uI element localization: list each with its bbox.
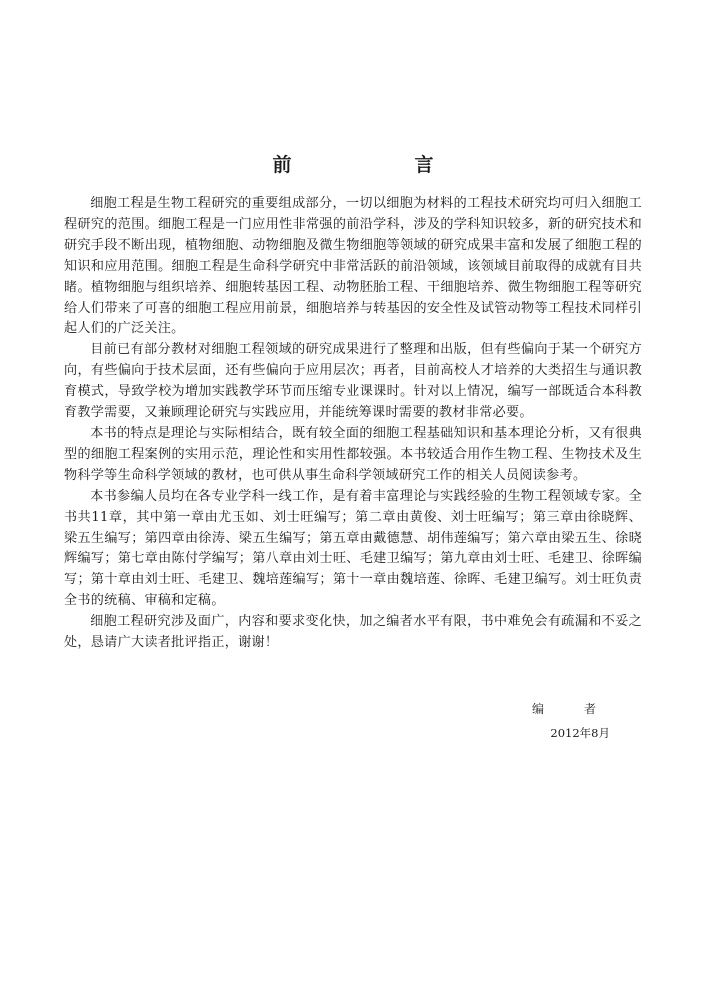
preface-paragraph: 本书参编人员均在各专业学科一线工作，是有着丰富理论与实践经验的生物工程领域专家。全书共11章，其中第一章由尤玉如、刘士旺编写；第二章由黄俊、刘士旺编写；第三章由徐晓辉、梁五生编写；第四章由徐涛、梁五生编写；第五章由戴德慧、胡伟莲编写；第六章由梁五生、徐晓辉编写；第七章由陈付学编写；第八章由刘士旺、毛建卫编写；第九章由刘士旺、毛建卫、徐晖编写；第十章由刘士旺、毛建卫、魏培莲编写；第十一章由魏培莲、徐晖、毛建卫编写。刘士旺负责全书的统稿、审稿和定稿。 <box>64 488 642 609</box>
page-title: 前 言 <box>272 154 486 176</box>
signature-date: 2012年8月 <box>550 726 610 740</box>
preface-paragraph: 本书的特点是理论与实际相结合，既有较全面的细胞工程基础知识和基本理论分析，又有很典型的细胞工程案例的实用示范，理论性和实用性都较强。本书较适合用作生物工程、生物技术及生物科学等生命科学领域的教材，也可供从事生命科学领域研究工作的相关人员阅读参考。 <box>64 425 642 483</box>
signature-author: 编 者 <box>531 702 610 716</box>
preface-paragraph: 细胞工程是生物工程研究的重要组成部分，一切以细胞为材料的工程技术研究均可归入细胞工程研究的范围。细胞工程是一门应用性非常强的前沿学科，涉及的学科知识较多，新的研究技术和研究手段不断出现，植物细胞、动物细胞及微生物细胞等领域的研究成果丰富和发展了细胞工程的知识和应用范围。细胞工程是生命科学研究中非常活跃的前沿领域，该领域目前取得的成就有目共睹。植物细胞与组织培养、细胞转基因工程、动物胚胎工程、干细胞培养、微生物细胞工程等研究给人们带来了可喜的细胞工程应用前景，细胞培养与转基因的安全性及试管动物等工程技术同样引起人们的广泛关注。 <box>64 196 642 337</box>
preface-paragraph: 目前已有部分教材对细胞工程领域的研究成果进行了整理和出版，但有些偏向于某一个研究方向，有些偏向于技术层面，还有些偏向于应用层次；再者，目前高校人才培养的大类招生与通识教育模式，导致学校为增加实践教学环节而压缩专业课课时。针对以上情况，编写一部既适合本科教育教学需要，又兼顾理论研究与实践应用，并能统筹课时需要的教材非常必要。 <box>64 342 642 421</box>
preface-paragraph: 细胞工程研究涉及面广，内容和要求变化快，加之编者水平有限，书中难免会有疏漏和不妥之处，恳请广大读者批评指正，谢谢！ <box>64 614 642 651</box>
preface-body <box>64 194 642 654</box>
signature-block <box>440 700 610 742</box>
